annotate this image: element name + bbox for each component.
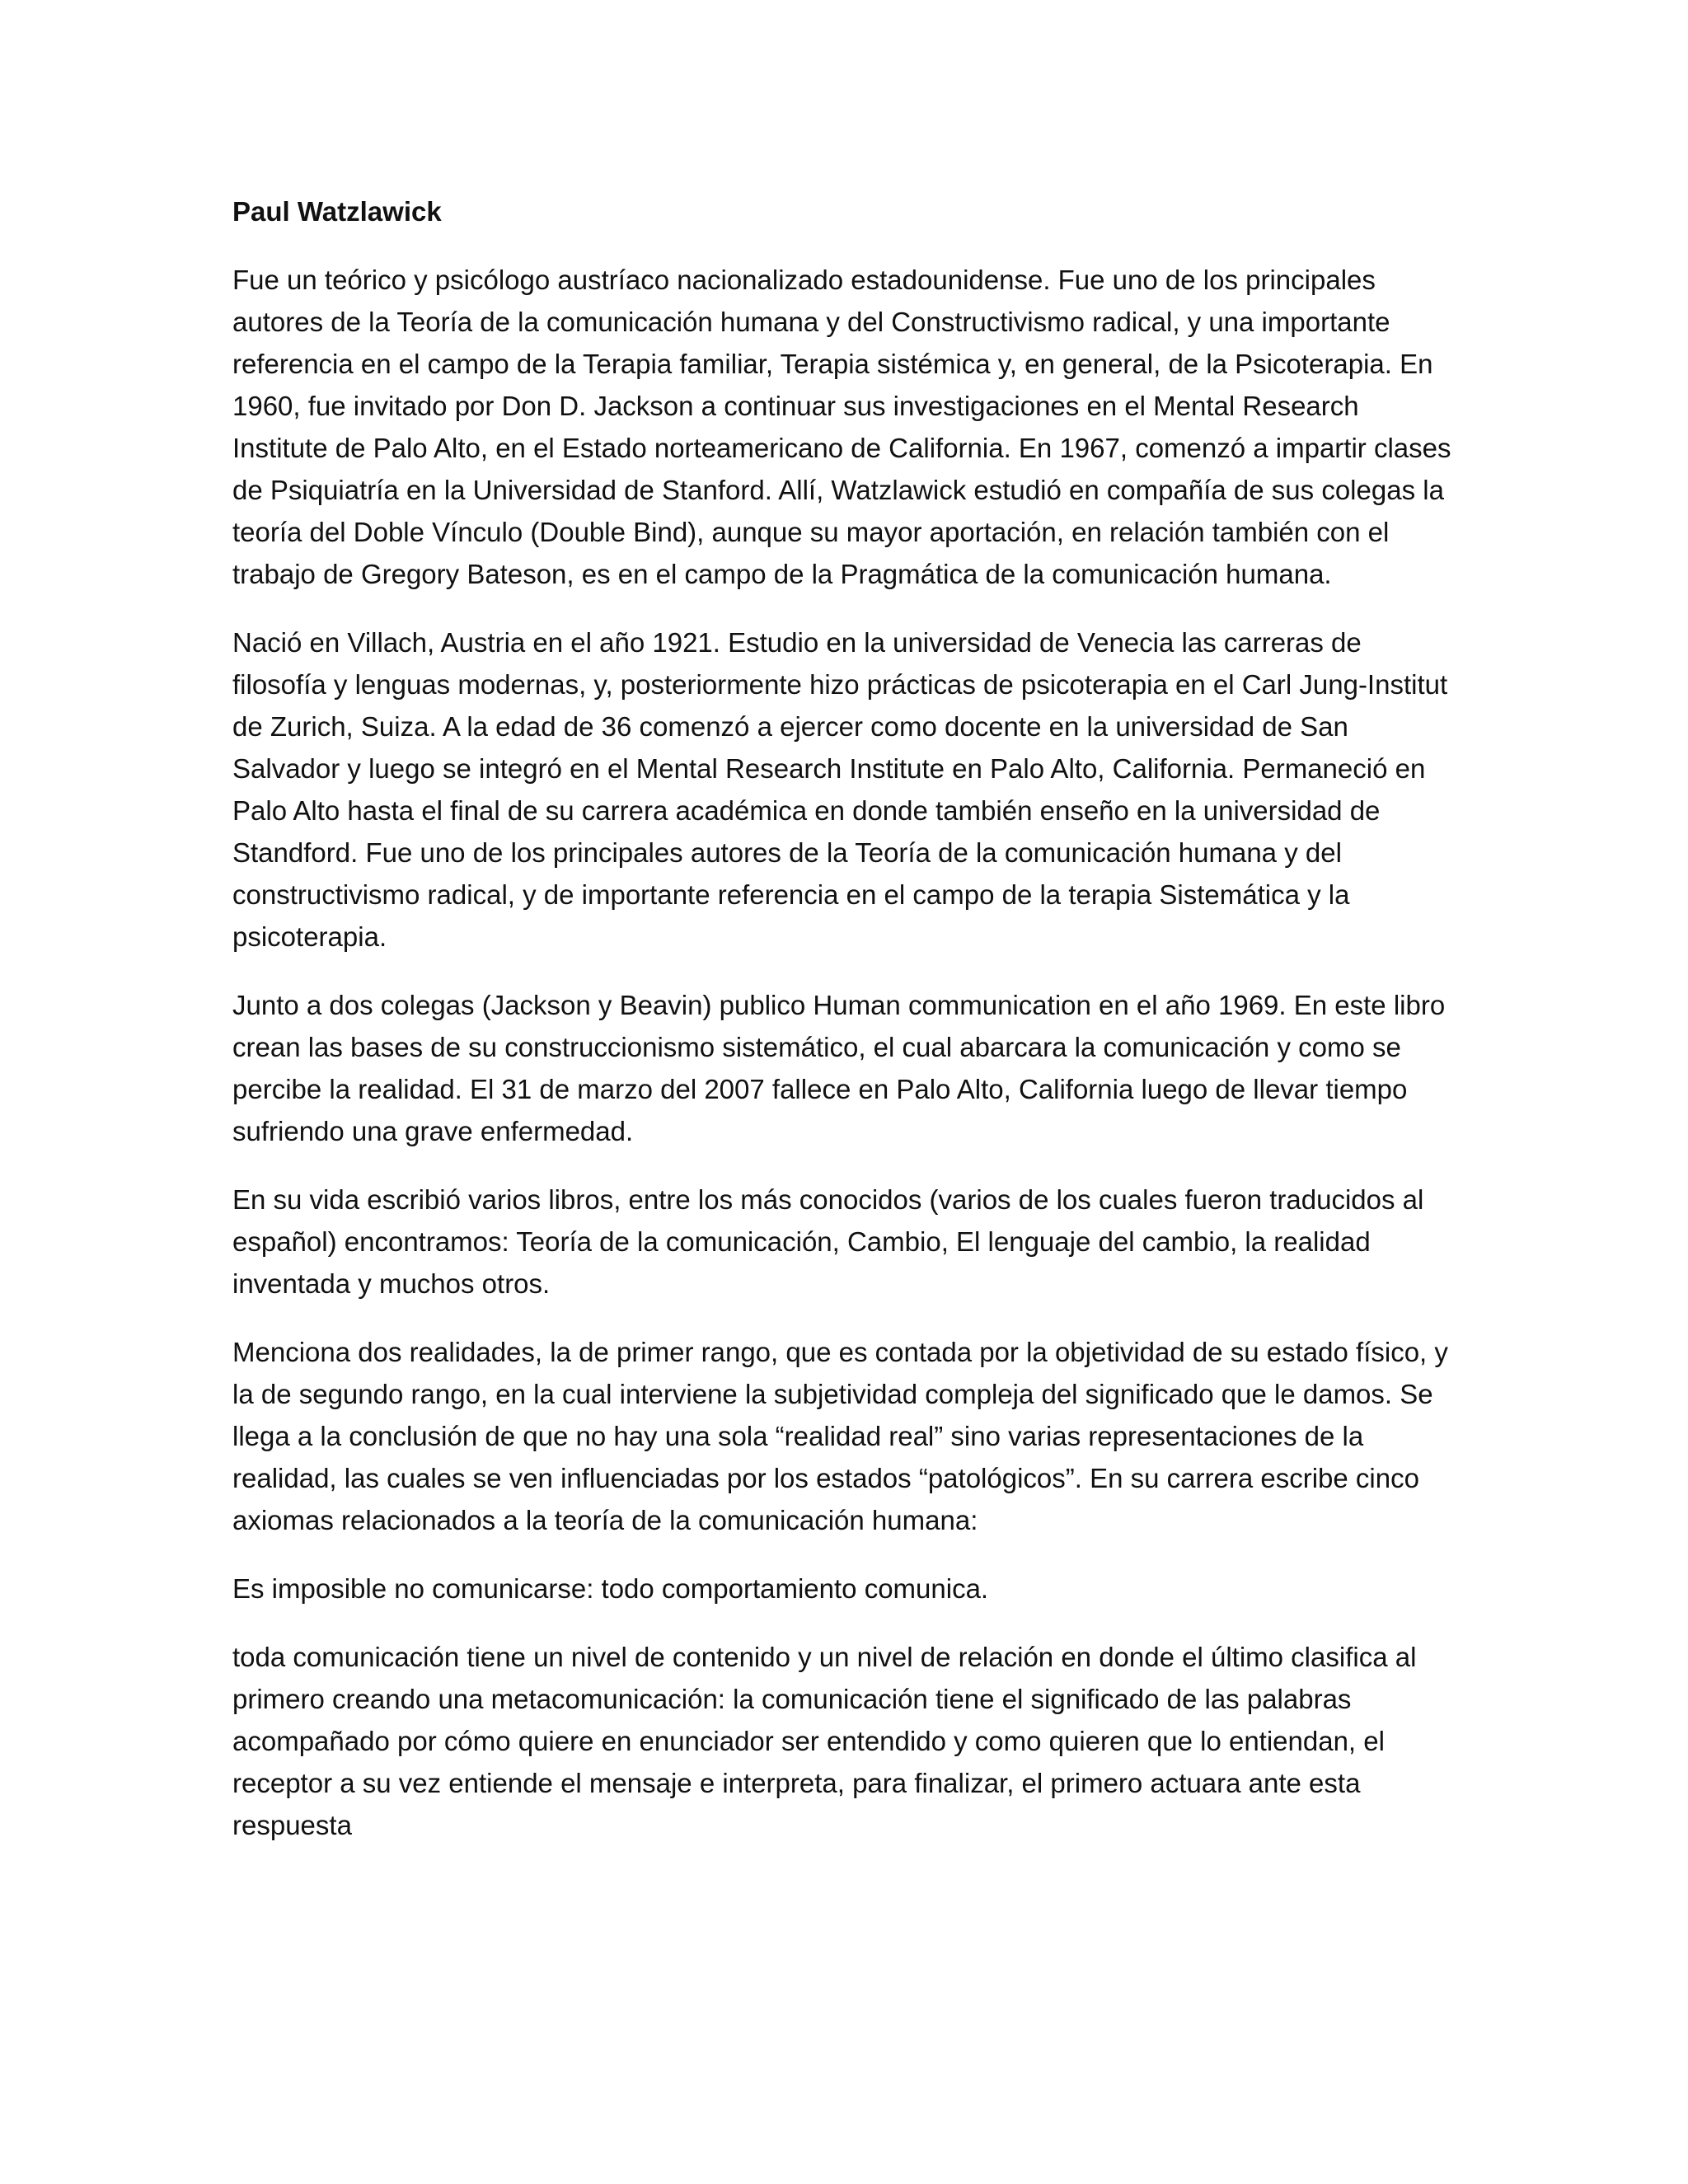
paragraph-books: En su vida escribió varios libros, entre los más conocidos (varios de los cuales fueron traducidos al español) encontramos: Teoría de la comunicación, Cambio, El lenguaje del cambio, la realidad inventada y muchos otros. <box>232 1184 1424 1299</box>
paragraph-axiom-1: Es imposible no comunicarse: todo comportamiento comunica. <box>232 1573 989 1604</box>
paragraph-biography: Nació en Villach, Austria en el año 1921. Estudio en la universidad de Venecia las carreras de filosofía y lenguas modernas, y, posteriormente hizo prácticas de psicoterapia en el Carl Jung-Institut de Zurich, Suiza. A la edad de 36 comenzó a ejercer como docente en la universidad de San Salvador y luego se integró en el Mental Research Institute en Palo Alto, California. Permaneció en Palo Alto hasta el final de su carrera académica en donde también enseño en la universidad de Standford. Fue uno de los principales autores de la Teoría de la comunicación humana y del constructivismo radical, y de importante referencia en el campo de la terapia Sistemática y la psicoterapia. <box>232 627 1448 952</box>
paragraph-intro: Fue un teórico y psicólogo austríaco nacionalizado estadounidense. Fue uno de los principales autores de la Teoría de la comunicación humana y del Constructivismo radical, y una importante referencia en el campo de la Terapia familiar, Terapia sistémica y, en general, de la Psicoterapia. En 1960, fue invitado por Don D. Jackson a continuar sus investigaciones en el Mental Research Institute de Palo Alto, en el Estado norteamericano de California. En 1967, comenzó a impartir clases de Psiquiatría en la Universidad de Stanford. Allí, Watzlawick estudió en compañía de sus colegas la teoría del Doble Vínculo (Double Bind), aunque su mayor aportación, en relación también con el trabajo de Gregory Bateson, es en el campo de la Pragmática de la comunicación humana. <box>232 265 1451 589</box>
paragraph-human-communication: Junto a dos colegas (Jackson y Beavin) publico Human communication en el año 1969. En este libro crean las bases de su construccionismo sistemático, el cual abarcara la comunicación y como se percibe la realidad. El 31 de marzo del 2007 fallece en Palo Alto, California luego de llevar tiempo sufriendo una grave enfermedad. <box>232 990 1446 1146</box>
paragraph-axiom-2: toda comunicación tiene un nivel de contenido y un nivel de relación en donde el último clasifica al primero creando una metacomunicación: la comunicación tiene el significado de las palabras acompañado por cómo quiere en enunciador ser entendido y como quieren que lo entiendan, el receptor a su vez entiende el mensaje e interpreta, para finalizar, el primero actuara ante esta respuesta <box>232 1642 1417 1840</box>
paragraph-realities: Menciona dos realidades, la de primer rango, que es contada por la objetividad de su estado físico, y la de segundo rango, en la cual interviene la subjetividad compleja del significado que le damos. Se llega a la conclusión de que no hay una sola “realidad real” sino varias representaciones de la realidad, las cuales se ven influenciadas por los estados “patológicos”. En su carrera escribe cinco axiomas relacionados a la teoría de la comunicación humana: <box>232 1337 1448 1535</box>
document-title: Paul Watzlawick <box>232 196 442 227</box>
document-body <box>232 190 1461 1872</box>
